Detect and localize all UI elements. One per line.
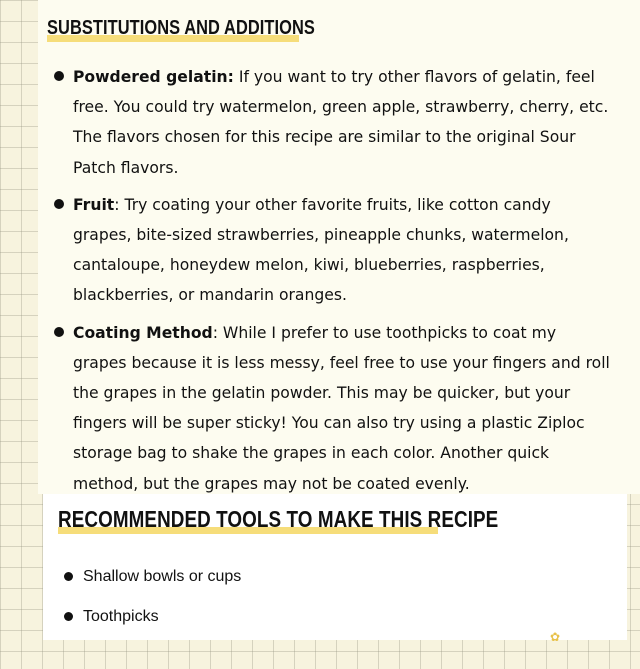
substitutions-heading: SUBSTITUTIONS AND ADDITIONS bbox=[47, 17, 315, 39]
bullet-icon bbox=[64, 612, 73, 621]
list-item bbox=[62, 565, 562, 605]
item-term: Fruit bbox=[73, 195, 115, 214]
item-text: : Try coating your other favorite fruits, like cotton candy grapes, bite-sized strawberries, pineapple chunks, watermelon, cantaloupe, honeydew melon, kiwi, blueberries, raspberries, blackberries, or mandarin oranges. bbox=[73, 195, 569, 305]
item-text: If you want to try other flavors of gelatin, feel free. You could try watermelon, green apple, strawberry, cherry, etc. The flavors chosen for this recipe are similar to the original Sour Patch flavors. bbox=[73, 68, 609, 177]
flower-icon: ✿ bbox=[550, 630, 561, 644]
list-item bbox=[62, 605, 562, 645]
item-term: Powdered gelatin: bbox=[73, 68, 234, 86]
substitutions-heading-block bbox=[47, 17, 374, 40]
list-item bbox=[51, 62, 611, 183]
list-item bbox=[51, 318, 611, 499]
bullet-icon bbox=[54, 199, 64, 209]
bullet-icon bbox=[54, 327, 64, 337]
tools-list bbox=[62, 565, 562, 645]
substitutions-list bbox=[51, 62, 611, 506]
list-item bbox=[51, 190, 611, 311]
item-text: : While I prefer to use toothpicks to coat my grapes because it is less messy, feel free to use your fingers and roll the grapes in the gelatin powder. This may be quicker, but your fingers will be super sticky! You can also try using a plastic Ziploc storage bag to shake the grapes in each color. Another quick method, but the grapes may not be coated evenly. bbox=[73, 323, 610, 493]
item-text: Shallow bowls or cups bbox=[83, 568, 242, 585]
item-text: Toothpicks bbox=[83, 608, 159, 625]
tools-heading-block bbox=[58, 506, 595, 533]
bullet-icon bbox=[54, 71, 64, 81]
bullet-icon bbox=[64, 572, 73, 581]
item-term: Coating Method bbox=[73, 323, 213, 342]
tools-heading: RECOMMENDED TOOLS TO MAKE THIS RECIPE bbox=[58, 506, 499, 532]
